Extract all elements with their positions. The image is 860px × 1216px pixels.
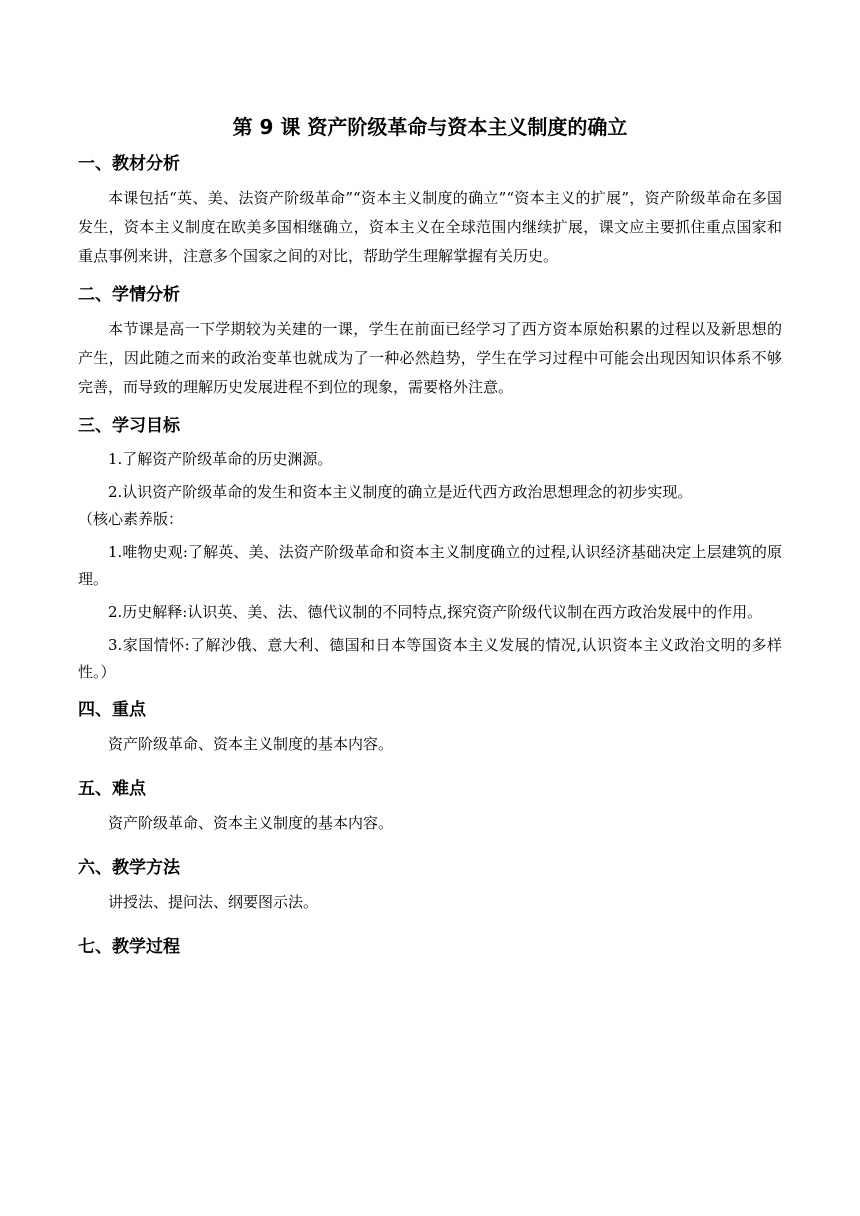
section-learning-objectives: [78, 414, 782, 686]
section-heading: 一、教材分析: [78, 154, 180, 174]
section-heading: 三、学习目标: [78, 416, 180, 436]
section-heading: 七、教学过程: [78, 937, 180, 957]
objective-item: 2.历史解释:认识英、美、法、德代议制的不同特点,探究资产阶级代议制在西方政治发展中的作用。: [108, 603, 763, 621]
paragraph: 讲授法、提问法、纲要图示法。: [108, 893, 319, 911]
section-teaching-process: [78, 935, 782, 959]
section-heading: 五、难点: [78, 779, 146, 799]
section-heading: 二、学情分析: [78, 285, 180, 305]
objective-item: 3.家国情怀:了解沙俄、意大利、德国和日本等国资本主义发展的情况,认识资本主义政治文明的多样性。）: [78, 636, 782, 681]
core-literacy-intro: （核心素养版：: [78, 510, 184, 528]
objective-item: 1.了解资产阶级革命的历史渊源。: [108, 450, 333, 468]
paragraph: 资产阶级革命、资本主义制度的基本内容。: [108, 814, 394, 832]
document-page: [78, 112, 782, 967]
objective-item: 1.唯物史观:了解英、美、法资产阶级革命和资本主义制度确立的过程,认识经济基础决定上层建筑的原理。: [78, 543, 782, 588]
section-teaching-methods: [78, 856, 782, 917]
objective-item: 2.认识资产阶级革命的发生和资本主义制度的确立是近代西方政治思想理念的初步实现。: [108, 483, 693, 501]
section-difficulties: [78, 777, 782, 838]
document-title: 第 9 课 资产阶级革命与资本主义制度的确立: [232, 115, 628, 139]
section-student-analysis: [78, 283, 782, 402]
section-textbook-analysis: [78, 152, 782, 271]
section-key-points: [78, 698, 782, 759]
section-heading: 四、重点: [78, 700, 146, 720]
paragraph: 本节课是高一下学期较为关建的一课，学生在前面已经学习了西方资本原始积累的过程以及新思想的产生，因此随之而来的政治变革也就成为了一种必然趋势，学生在学习过程中可能会出现因知识体系不够完善，而导致的理解历史发展进程不到位的现象，需要格外注意。: [78, 320, 782, 396]
paragraph: 资产阶级革命、资本主义制度的基本内容。: [108, 735, 394, 753]
section-heading: 六、教学方法: [78, 858, 180, 878]
paragraph: 本课包括“英、美、法资产阶级革命”“资本主义制度的确立”“资本主义的扩展”，资产阶级革命在多国发生，资本主义制度在欧美多国相继确立，资本主义在全球范围内继续扩展，课文应主要抓住重点国家和重点事例来讲，注意多个国家之间的对比，帮助学生理解掌握有关历史。: [78, 189, 782, 265]
